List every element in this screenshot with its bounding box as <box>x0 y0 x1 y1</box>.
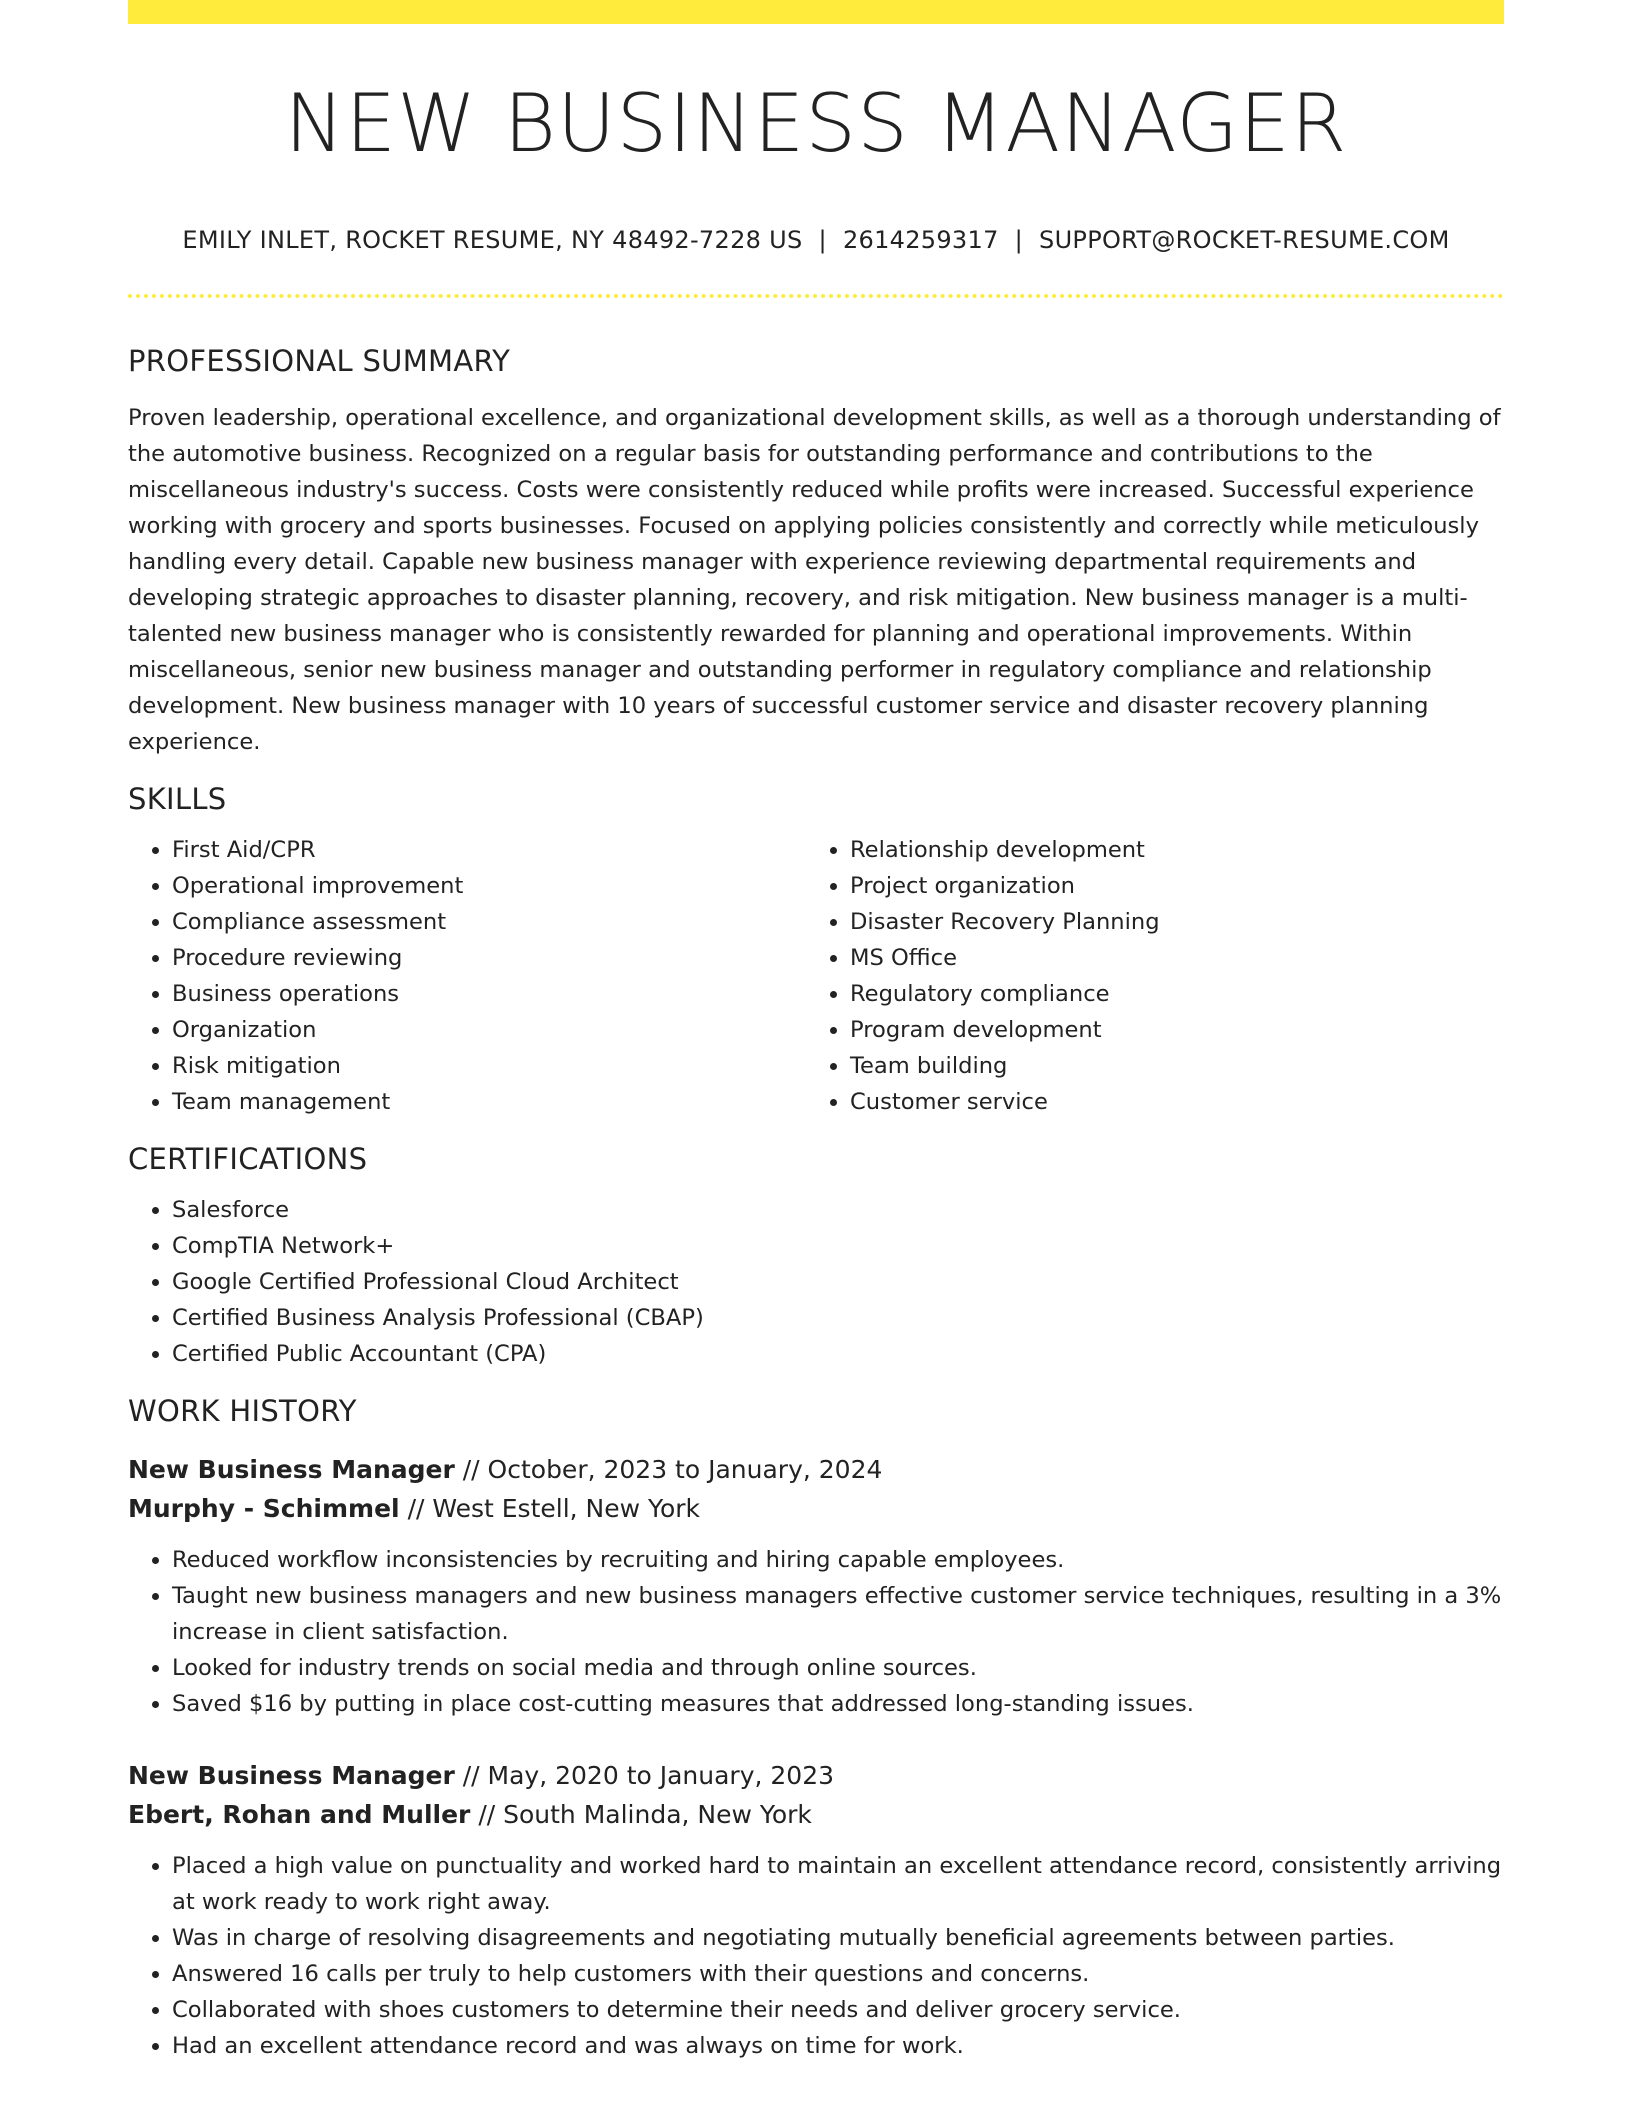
summary-text: Proven leadership, operational excellence, and organizational development skills, as well as a thorough understanding of the automotive business. Recognized on a regular basis for outstanding performance and contributions to the miscellaneous industry's success. Costs were consistently reduced while profits were increased. Successful experience working with grocery and sports businesses. Focused on applying policies consistently and correctly while meticulously handling every detail. Capable new business manager with experience reviewing departmental requirements and developing strategic approaches to disaster planning, recovery, and risk mitigation. New business manager is a multi-talented new business manager who is consistently rewarded for planning and operational improvements. Within miscellaneous, senior new business manager and outstanding performer in regulatory compliance and relationship development. New business manager with 10 years of successful customer service and disaster recovery planning experience. <box>128 405 1501 755</box>
skill-item: • Procedure reviewing <box>172 940 806 976</box>
skills-list-left <box>128 832 806 1120</box>
candidate-name: NEW BUSINESS MANAGER <box>284 77 1348 170</box>
job-bullet: • Saved $16 by putting in place cost-cutting measures that addressed long-standing issues. <box>172 1686 1504 1722</box>
job-company-line <box>128 1795 1504 1834</box>
skill-item: • Organization <box>172 1012 806 1048</box>
job-dates: // May, 2020 to January, 2023 <box>462 1761 835 1790</box>
summary-section <box>128 344 1504 760</box>
certifications-list <box>128 1192 1504 1372</box>
job-bullet: • Looked for industry trends on social media and through online sources. <box>172 1650 1504 1686</box>
skills-heading: SKILLS <box>128 782 227 816</box>
job-company: Ebert, Rohan and Muller <box>128 1800 471 1829</box>
skill-item: • Compliance assessment <box>172 904 806 940</box>
certification-item: • Certified Business Analysis Professional (CBAP) <box>172 1300 1504 1336</box>
job-entry <box>128 1756 1504 2064</box>
certifications-section <box>128 1142 1504 1372</box>
skill-item: • Customer service <box>850 1084 1484 1120</box>
resume-page <box>128 0 1504 2064</box>
job-title-line <box>128 1756 1504 1795</box>
job-entry <box>128 1450 1504 1722</box>
job-company: Murphy - Schimmel <box>128 1494 400 1523</box>
contact-separator: | <box>1014 226 1024 254</box>
skill-item: • MS Office <box>850 940 1484 976</box>
job-bullet: • Collaborated with shoes customers to determine their needs and deliver grocery service. <box>172 1992 1504 2028</box>
skill-item: • Regulatory compliance <box>850 976 1484 1012</box>
job-bullet: • Answered 16 calls per truly to help customers with their questions and concerns. <box>172 1956 1504 1992</box>
contact-line <box>128 226 1504 254</box>
job-bullet: • Was in charge of resolving disagreements and negotiating mutually beneficial agreements between parties. <box>172 1920 1504 1956</box>
skills-list-right <box>806 832 1484 1120</box>
job-bullets <box>128 1542 1504 1722</box>
job-company-line <box>128 1489 1504 1528</box>
skill-item: • First Aid/CPR <box>172 832 806 868</box>
contact-separator: | <box>818 226 827 254</box>
skill-item: • Project organization <box>850 868 1484 904</box>
certifications-heading: CERTIFICATIONS <box>128 1142 368 1176</box>
certification-item: • Salesforce <box>172 1192 1504 1228</box>
header-divider <box>128 294 1504 298</box>
work-history-heading: WORK HISTORY <box>128 1394 357 1428</box>
contact-email: SUPPORT@ROCKET-RESUME.COM <box>1039 226 1450 254</box>
job-bullet: • Taught new business managers and new business managers effective customer service techniques, resulting in a 3% increase in client satisfaction. <box>172 1578 1504 1650</box>
top-accent-bar <box>128 0 1504 24</box>
skills-grid <box>128 832 1504 1120</box>
skill-item: • Operational improvement <box>172 868 806 904</box>
job-bullet: • Had an excellent attendance record and was always on time for work. <box>172 2028 1504 2064</box>
summary-heading: PROFESSIONAL SUMMARY <box>128 344 511 378</box>
certification-item: • Certified Public Accountant (CPA) <box>172 1336 1504 1372</box>
job-bullet: • Reduced workflow inconsistencies by recruiting and hiring capable employees. <box>172 1542 1504 1578</box>
job-bullets <box>128 1848 1504 2064</box>
skill-item: • Team building <box>850 1048 1484 1084</box>
skill-item: • Relationship development <box>850 832 1484 868</box>
skill-item: • Risk mitigation <box>172 1048 806 1084</box>
skill-item: • Program development <box>850 1012 1484 1048</box>
job-bullet: • Placed a high value on punctuality and worked hard to maintain an excellent attendance record, consistently arriving at work ready to work right away. <box>172 1848 1504 1920</box>
job-title: New Business Manager <box>128 1761 455 1790</box>
job-location: // West Estell, New York <box>407 1494 701 1523</box>
skill-item: • Business operations <box>172 976 806 1012</box>
skills-section <box>128 782 1504 1120</box>
job-location: // South Malinda, New York <box>478 1800 812 1829</box>
contact-phone: 2614259317 <box>842 226 999 254</box>
job-dates: // October, 2023 to January, 2024 <box>462 1455 883 1484</box>
contact-address: EMILY INLET, ROCKET RESUME, NY 48492-7228 US <box>182 226 803 254</box>
certification-item: • Google Certified Professional Cloud Architect <box>172 1264 1504 1300</box>
job-title-line <box>128 1450 1504 1489</box>
job-title: New Business Manager <box>128 1455 455 1484</box>
skill-item: • Team management <box>172 1084 806 1120</box>
certification-item: • CompTIA Network+ <box>172 1228 1504 1264</box>
work-history-section <box>128 1394 1504 2064</box>
skill-item: • Disaster Recovery Planning <box>850 904 1484 940</box>
